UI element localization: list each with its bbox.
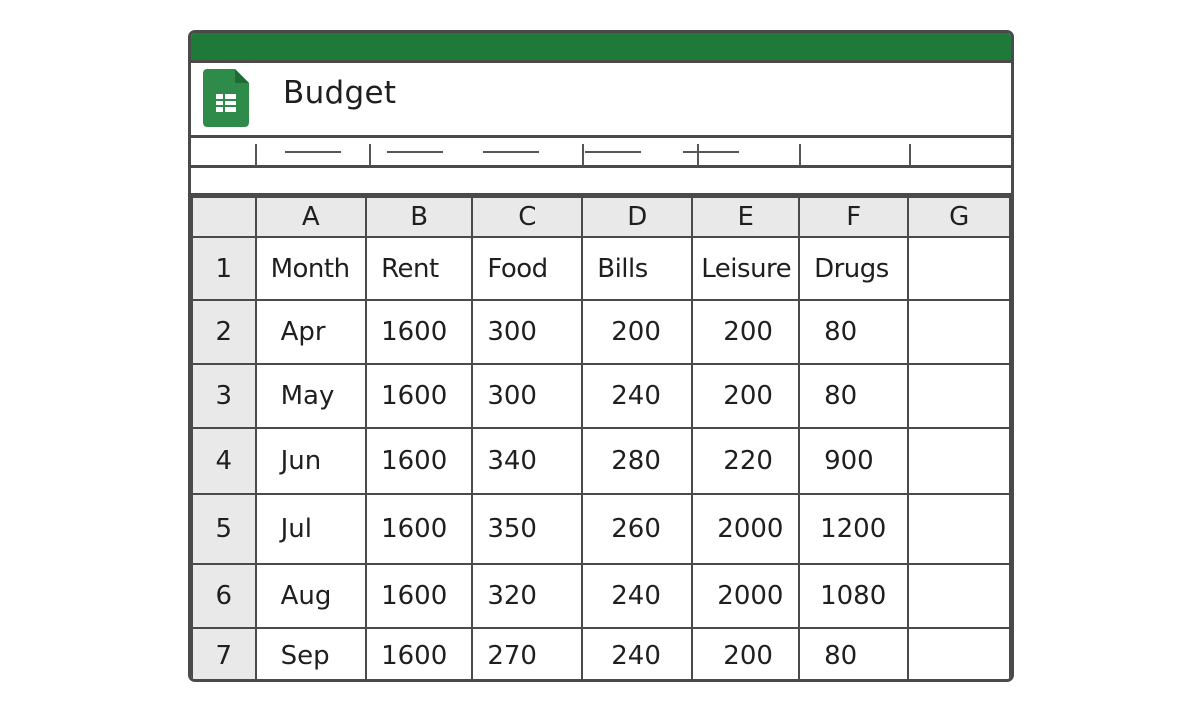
- column-header-b[interactable]: B: [366, 197, 472, 237]
- cell[interactable]: Bills: [582, 237, 692, 300]
- formula-bar[interactable]: [191, 168, 1011, 196]
- cell[interactable]: 240: [582, 364, 692, 428]
- column-header-d[interactable]: D: [582, 197, 692, 237]
- row-header[interactable]: 3: [192, 364, 256, 428]
- cell[interactable]: Aug: [256, 564, 367, 628]
- toolbar: [191, 138, 1011, 168]
- cell[interactable]: Rent: [366, 237, 472, 300]
- row-header[interactable]: 5: [192, 494, 256, 564]
- cell[interactable]: [908, 237, 1010, 300]
- cell[interactable]: 80: [799, 364, 908, 428]
- title-bar: [191, 33, 1011, 63]
- cell[interactable]: 1600: [366, 628, 472, 682]
- table-row: [192, 494, 1010, 564]
- cell[interactable]: 900: [799, 428, 908, 494]
- select-all-corner[interactable]: [192, 197, 256, 237]
- cell[interactable]: 80: [799, 628, 908, 682]
- cell[interactable]: 260: [582, 494, 692, 564]
- cell[interactable]: 280: [582, 428, 692, 494]
- toolbar-divider: [799, 144, 801, 166]
- column-header-g[interactable]: G: [908, 197, 1010, 237]
- cell[interactable]: 1600: [366, 428, 472, 494]
- document-title[interactable]: Budget: [283, 75, 397, 111]
- cell[interactable]: Month: [256, 237, 367, 300]
- column-header-c[interactable]: C: [472, 197, 582, 237]
- cell[interactable]: 300: [472, 300, 582, 364]
- cell[interactable]: Drugs: [799, 237, 908, 300]
- cell[interactable]: 1600: [366, 564, 472, 628]
- cell[interactable]: [908, 628, 1010, 682]
- row-header[interactable]: 7: [192, 628, 256, 682]
- toolbar-divider: [909, 144, 911, 166]
- toolbar-divider: [255, 144, 257, 166]
- cell[interactable]: 2000: [692, 564, 799, 628]
- cell[interactable]: 300: [472, 364, 582, 428]
- column-header-row: [192, 197, 1010, 237]
- document-header: [191, 63, 1011, 138]
- table-row: [192, 628, 1010, 682]
- cell[interactable]: 1600: [366, 300, 472, 364]
- cell[interactable]: Jul: [256, 494, 367, 564]
- table-row: [192, 300, 1010, 364]
- cell[interactable]: May: [256, 364, 367, 428]
- table-row: [192, 364, 1010, 428]
- cell[interactable]: [908, 300, 1010, 364]
- cell[interactable]: Apr: [256, 300, 367, 364]
- cell[interactable]: [908, 564, 1010, 628]
- cell[interactable]: 270: [472, 628, 582, 682]
- table-row: [192, 564, 1010, 628]
- cell[interactable]: 320: [472, 564, 582, 628]
- cell[interactable]: 200: [692, 364, 799, 428]
- cell[interactable]: 200: [582, 300, 692, 364]
- row-header[interactable]: 4: [192, 428, 256, 494]
- cell[interactable]: 350: [472, 494, 582, 564]
- column-header-e[interactable]: E: [692, 197, 799, 237]
- cell[interactable]: [908, 364, 1010, 428]
- cell[interactable]: 1080: [799, 564, 908, 628]
- spreadsheet-grid: [191, 196, 1011, 682]
- toolbar-divider: [369, 144, 371, 166]
- cell[interactable]: 80: [799, 300, 908, 364]
- table-row: [192, 428, 1010, 494]
- cell[interactable]: 220: [692, 428, 799, 494]
- column-header-f[interactable]: F: [799, 197, 908, 237]
- cell[interactable]: 2000: [692, 494, 799, 564]
- row-header[interactable]: 6: [192, 564, 256, 628]
- cell[interactable]: 200: [692, 300, 799, 364]
- cell[interactable]: 200: [692, 628, 799, 682]
- cell[interactable]: 340: [472, 428, 582, 494]
- cell[interactable]: [908, 494, 1010, 564]
- spreadsheet-window: [188, 30, 1014, 682]
- table-row: [192, 237, 1010, 300]
- cell[interactable]: 1600: [366, 494, 472, 564]
- column-header-a[interactable]: A: [256, 197, 367, 237]
- cell[interactable]: 1600: [366, 364, 472, 428]
- row-header[interactable]: 2: [192, 300, 256, 364]
- cell[interactable]: 240: [582, 564, 692, 628]
- cell[interactable]: 240: [582, 628, 692, 682]
- sheets-doc-icon[interactable]: [203, 69, 249, 127]
- cell[interactable]: [908, 428, 1010, 494]
- cell[interactable]: Leisure: [692, 237, 799, 300]
- toolbar-divider: [697, 144, 699, 166]
- cell[interactable]: Food: [472, 237, 582, 300]
- cell[interactable]: 1200: [799, 494, 908, 564]
- cell[interactable]: Jun: [256, 428, 367, 494]
- cell[interactable]: Sep: [256, 628, 367, 682]
- row-header[interactable]: 1: [192, 237, 256, 300]
- toolbar-divider: [582, 144, 584, 166]
